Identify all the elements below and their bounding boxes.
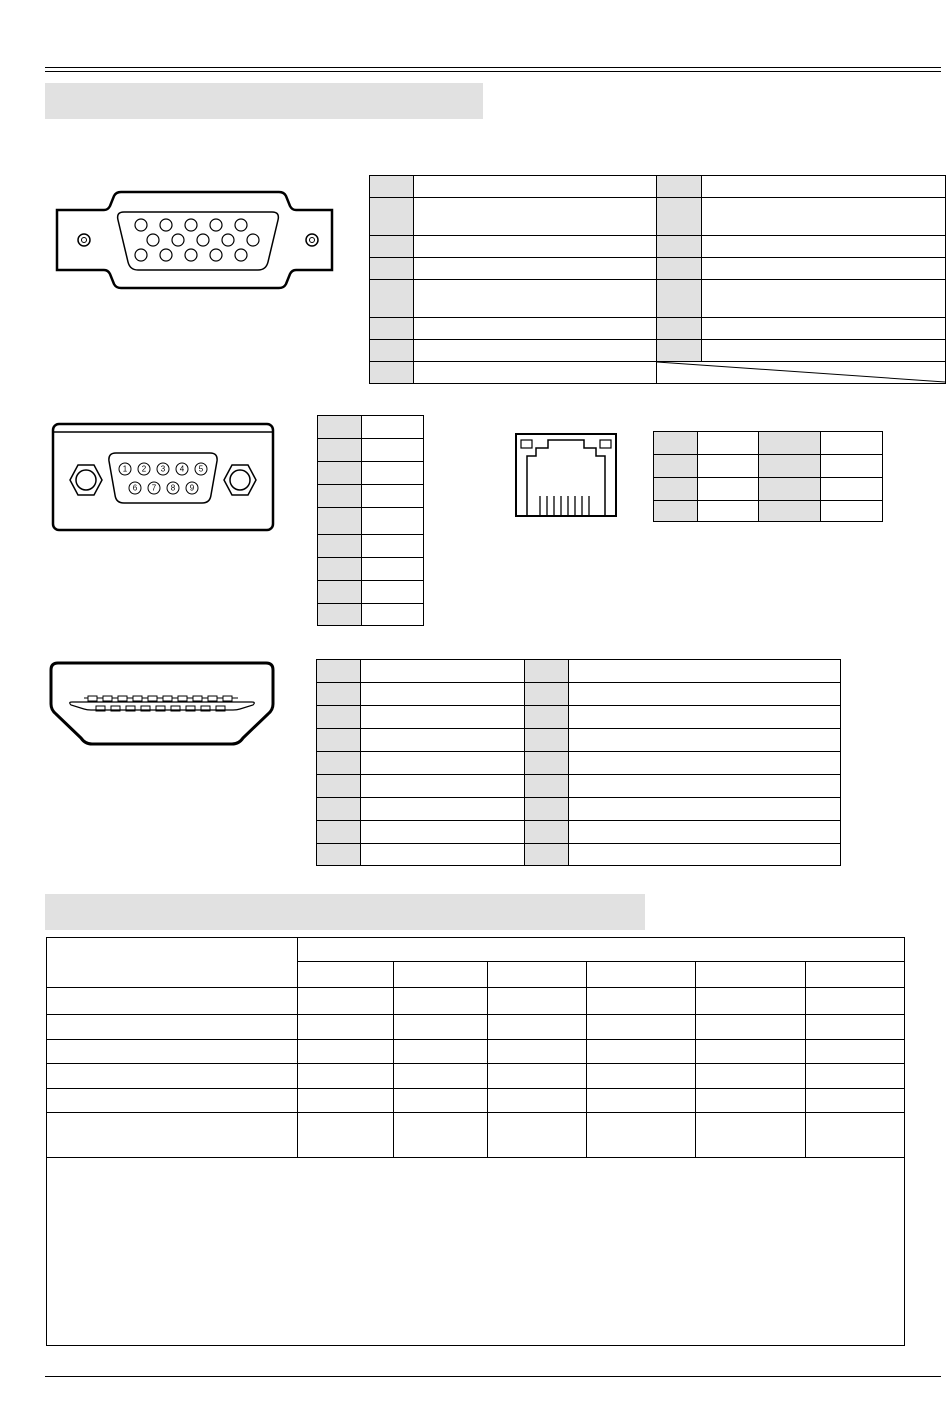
pin-label: 6 (132, 483, 138, 493)
pin-label: 9 (189, 483, 195, 493)
pin-label: 4 (179, 464, 185, 474)
specification-table (46, 937, 905, 1346)
section-heading-bar (45, 83, 483, 119)
pin-label: 2 (141, 464, 147, 474)
serial-pin-table (317, 415, 424, 626)
pin-label: 3 (160, 464, 166, 474)
pin-label: 8 (170, 483, 176, 493)
bottom-rule (45, 1376, 941, 1377)
top-rule-secondary (45, 71, 941, 72)
lan-pin-table (653, 431, 883, 522)
hdmi-connector-icon (48, 660, 276, 748)
vga-pin-table (369, 175, 946, 384)
serial-connector-icon (50, 421, 276, 533)
pin-label: 1 (122, 464, 128, 474)
pin-label: 5 (198, 464, 204, 474)
lan-connector-icon (514, 432, 618, 518)
hdmi-pin-table (316, 659, 841, 866)
vga-connector-icon (54, 190, 338, 292)
section-heading-bar (45, 894, 645, 930)
pin-label: 7 (151, 483, 157, 493)
top-rule (45, 67, 941, 68)
